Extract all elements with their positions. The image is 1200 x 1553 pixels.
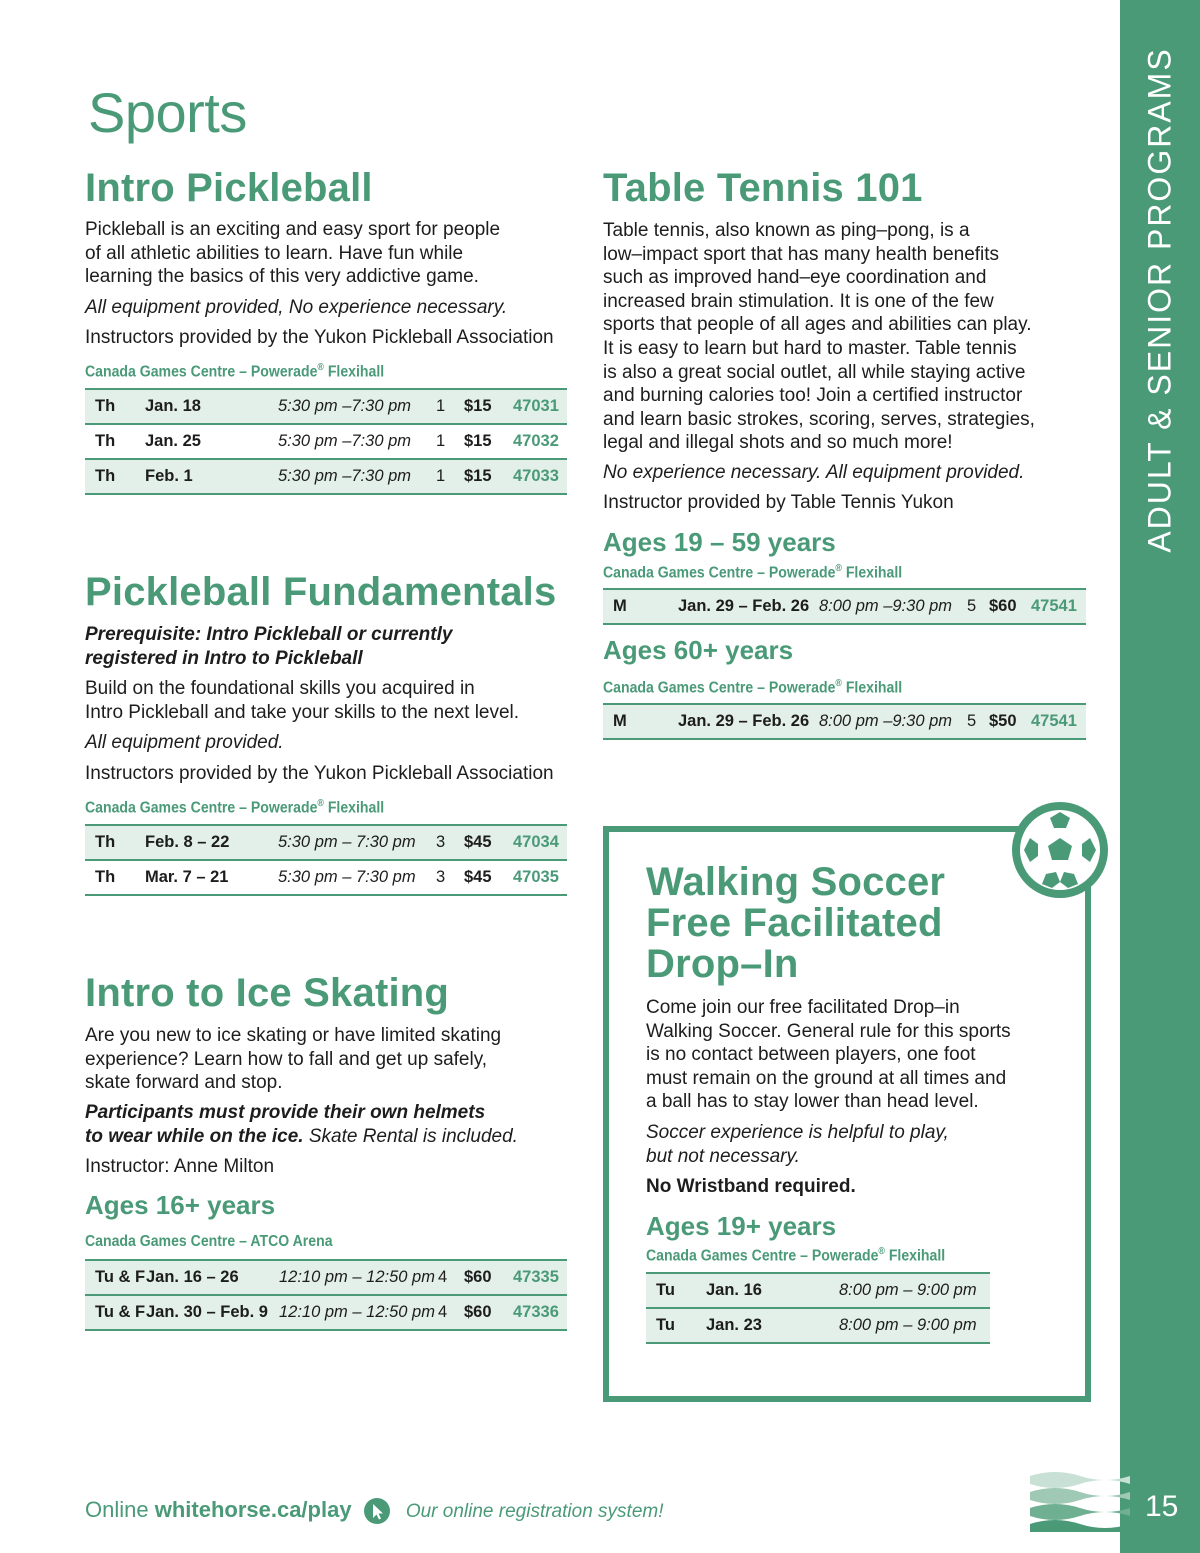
footer-tagline: Our online registration system! — [405, 1501, 664, 1522]
course-code: 47035 — [513, 860, 567, 895]
course-code: 47032 — [513, 424, 567, 459]
ice-skating-schedule — [85, 1259, 567, 1331]
table-tennis-schedule-2 — [603, 703, 1086, 740]
side-banner-text: ADULT & SENIOR PROGRAMS — [1141, 47, 1178, 553]
ice-skating-instructor: Instructor: Anne Milton — [85, 1156, 275, 1177]
walking-soccer-description: Come join our free facilitated Drop–in Walking Soccer. General rule for this sports is no contact between players, one foot must remain on the ground at all times and a ball has to stay lower than head level. — [646, 997, 1011, 1113]
ice-skating-title: Intro to Ice Skating — [85, 971, 450, 1015]
intro-pickleball-note: All equipment provided, No experience necessary. — [85, 297, 508, 318]
table-tennis-description: Table tennis, also known as ping–pong, is a low–impact sport that has many health benefits such as improved hand–eye coordination and increased brain stimulation. It is one of the few sports that people of all ages and abilities can play. It is easy to learn but hard to master. Table tennis is also a great social outlet, all while staying active and burning calories too! Join a certified instructor and learn basic strokes, scoring, serves, strategies, legal and illegal shots and so much more! — [603, 220, 1035, 454]
table-row: Tu Jan. 16 8:00 pm – 9:00 pm — [646, 1273, 990, 1308]
walking-soccer-note: Soccer experience is helpful to play, but not necessary. — [646, 1122, 949, 1167]
page-number: 15 — [1145, 1490, 1179, 1523]
fundamentals-description: Build on the foundational skills you acquired in Intro Pickleball and take your skills to the next level. — [85, 678, 520, 723]
ice-skating-description: Are you new to ice skating or have limited skating experience? Learn how to fall and get up safely, skate forward and stop. — [85, 1025, 502, 1094]
ice-skating-requirements: Participants must provide their own helmets to wear while on the ice. Skate Rental is included. — [85, 1102, 518, 1147]
intro-pickleball-description: Pickleball is an exciting and easy sport for people of all athletic abilities to learn. Have fun while learning the basics of this very addictive game. — [85, 219, 501, 288]
footer — [85, 1497, 664, 1524]
course-code: 47336 — [513, 1295, 567, 1330]
soccer-ball-icon — [1010, 800, 1110, 900]
table-tennis-ages-60: Ages 60+ years — [603, 635, 794, 665]
fundamentals-schedule — [85, 824, 567, 896]
table-row: M Jan. 29 – Feb. 26 8:00 pm –9:30 pm 5 $50 47541 — [603, 704, 1086, 739]
table-tennis-ages-19-59: Ages 19 – 59 years — [603, 527, 836, 557]
table-row: Th Feb. 1 5:30 pm –7:30 pm 1 $15 47033 — [85, 459, 567, 494]
table-tennis-instructor: Instructor provided by Table Tennis Yukon — [603, 492, 954, 513]
course-code: 47541 — [1031, 589, 1086, 624]
table-tennis-schedule-1 — [603, 588, 1086, 625]
course-code: 47034 — [513, 825, 567, 860]
walking-soccer-wristband: No Wristband required. — [646, 1176, 856, 1197]
table-tennis-venue-1: Canada Games Centre – Powerade® Flexihall — [603, 563, 903, 582]
table-row: Th Jan. 25 5:30 pm –7:30 pm 1 $15 47032 — [85, 424, 567, 459]
intro-pickleball-title: Intro Pickleball — [85, 166, 373, 210]
fundamentals-instructor: Instructors provided by the Yukon Pickleball Association — [85, 763, 554, 784]
table-tennis-note: No experience necessary. All equipment provided. — [603, 462, 1025, 483]
walking-soccer-title: Walking Soccer Free Facilitated Drop–In — [646, 860, 946, 986]
table-row: Tu & F Jan. 30 – Feb. 9 12:10 pm – 12:50 pm 4 $60 47336 — [85, 1295, 567, 1330]
course-code: 47541 — [1031, 704, 1086, 739]
registration-link[interactable]: whitehorse.ca/play — [154, 1497, 352, 1522]
footer-online-label: Online — [85, 1497, 155, 1522]
table-row: Th Feb. 8 – 22 5:30 pm – 7:30 pm 3 $45 47034 — [85, 825, 567, 860]
page-title: Sports — [88, 81, 247, 144]
walking-soccer-ages: Ages 19+ years — [646, 1211, 837, 1241]
walking-soccer-venue: Canada Games Centre – Powerade® Flexihall — [646, 1246, 946, 1265]
cursor-icon — [364, 1498, 390, 1524]
course-code: 47335 — [513, 1260, 567, 1295]
table-row: Tu Jan. 23 8:00 pm – 9:00 pm — [646, 1308, 990, 1343]
intro-pickleball-venue: Canada Games Centre – Powerade® Flexihall — [85, 362, 385, 381]
table-row: Tu & F Jan. 16 – 26 12:10 pm – 12:50 pm 4 $60 47335 — [85, 1260, 567, 1295]
table-tennis-title: Table Tennis 101 — [603, 166, 923, 210]
ice-skating-venue: Canada Games Centre – ATCO Arena — [85, 1233, 333, 1250]
intro-pickleball-instructor: Instructors provided by the Yukon Pickleball Association — [85, 327, 554, 348]
fundamentals-venue: Canada Games Centre – Powerade® Flexihall — [85, 798, 385, 817]
table-row: M Jan. 29 – Feb. 26 8:00 pm –9:30 pm 5 $60 47541 — [603, 589, 1086, 624]
table-row: Th Mar. 7 – 21 5:30 pm – 7:30 pm 3 $45 47035 — [85, 860, 567, 895]
table-row: Th Jan. 18 5:30 pm –7:30 pm 1 $15 47031 — [85, 389, 567, 424]
course-code: 47033 — [513, 459, 567, 494]
table-tennis-venue-2: Canada Games Centre – Powerade® Flexihall — [603, 678, 903, 697]
ice-skating-ages: Ages 16+ years — [85, 1190, 276, 1220]
walking-soccer-schedule — [646, 1272, 990, 1344]
fundamentals-note: All equipment provided. — [85, 732, 284, 753]
course-code: 47031 — [513, 389, 567, 424]
pickleball-fundamentals-title: Pickleball Fundamentals — [85, 570, 557, 614]
intro-pickleball-schedule — [85, 388, 567, 495]
wave-decoration-icon — [1030, 1468, 1130, 1532]
fundamentals-prerequisite: Prerequisite: Intro Pickleball or currently registered in Intro to Pickleball — [85, 624, 453, 669]
